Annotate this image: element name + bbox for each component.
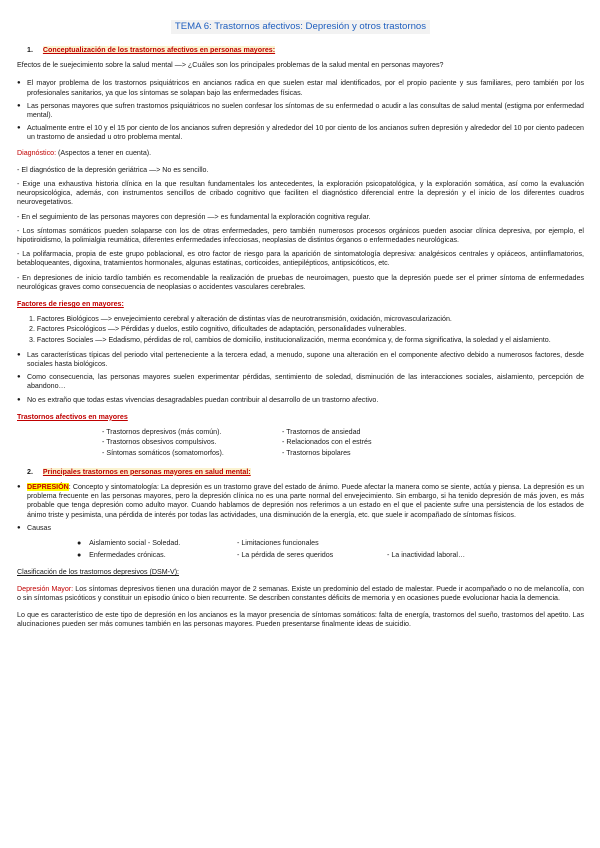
risk-factors-heading: Factores de riesgo en mayores: [17, 300, 124, 309]
major-depression-text: Los síntomas depresivos tienen una duración mayor de 2 semanas. Existe un predominio del estado de malestar. Puede ir acompañado o no de melancolía, con o sin síntomas psicóticos y constituir un episodio único o bien recurrente. Se describen constantes déficits de memoria y en ocasiones puede evolucionar hacia la demencia. [17, 584, 584, 602]
cause-text: Aislamiento social - Soledad. [89, 538, 181, 547]
bullet-item: ● El mayor problema de los trastornos psiquiátricos en ancianos radica en que suelen estar mal identificados, por el propio paciente y sus familiares, pero también por los profesionales sanitarios, ya que los síntomas se solapan bajo las enfermedades físicas. [17, 79, 584, 97]
section-1-title: Conceptualización de los trastornos afectivos en personas mayores: [42, 46, 276, 54]
risk-factors-list [29, 315, 584, 345]
intro-question: Efectos de le suejecimiento sobre la salud mental —> ¿Cuáles son los principales problemas de la salud mental en personas mayores? [17, 61, 444, 70]
cause-item: - La inactividad laboral… [387, 551, 466, 560]
affective-disorders-grid [102, 428, 584, 458]
section-1-number: 1. [27, 46, 33, 54]
risk-factor-item: 3. Factores Sociales —> Edadismo, pérdidas de rol, cambios de domicilio, institucionalización, merma económica y, de forma significativa, la soledad y el aislamiento. [29, 335, 551, 344]
major-depression-label: Depresión Mayor: [17, 584, 74, 593]
disorder-item: - Síntomas somáticos (somatomorfos). [102, 448, 224, 457]
disorder-item: - Trastornos de ansiedad [282, 428, 361, 437]
section-2-number: 2. [27, 467, 33, 476]
diagnosis-heading [17, 149, 584, 158]
diagnosis-item: - Los síntomas somáticos pueden solaparse con los de otras enfermedades, pero también numerosos procesos orgánicos pueden asociar clínica depresiva, por ejemplo, el hipotiroidismo, la polimialgia reumática, diferentes enfermedades infecciosas, neoplasias de distintos órganos o enfermedades neurológicas. [17, 226, 584, 245]
disorder-item: - Trastornos obsesivos compulsivos. [102, 438, 217, 447]
bullets-2 [17, 351, 584, 405]
affective-disorders-heading: Trastornos afectivos en mayores [17, 412, 128, 421]
causes-label: ● Causas [17, 524, 584, 533]
section-2-title: Principales trastornos en personas mayores en salud mental: [42, 467, 251, 476]
major-depression-paragraph [17, 585, 584, 603]
diagnosis-label: Diagnóstico: [17, 148, 57, 157]
classification-heading: Clasificación de los trastornos depresivos (DSM-V): [17, 568, 180, 577]
disorder-item: - Trastornos depresivos (más común). [102, 428, 222, 437]
cause-item [387, 539, 537, 548]
disorder-item: - Relacionados con el estrés [282, 438, 372, 447]
disorder-item: - Trastornos bipolares [282, 448, 351, 457]
cause-item: - Limitaciones funcionales [237, 538, 319, 547]
diagnosis-item: - En depresiones de inicio tardío también es recomendable la realización de pruebas de neuroimagen, puesto que la depresión puede ser el primer síntoma de enfermedades neurológicas graves como consecuencia de neoplasias o accidentes vasculares cerebrales. [17, 273, 584, 291]
bullet-item: ● No es extraño que todas estas vivencias desagradables puedan contribuir al desarrollo de un trastorno afectivo. [17, 396, 584, 405]
diagnosis-item: - La polifarmacia, propia de este grupo poblacional, es otro factor de riesgo para la aparición de sintomatología depresiva: analgésicos centrales y opiáceos, antiinflamatorios, betabloqueantes, digoxina, tratamientos hormonales, algunas estatinas, corticoides, antiepilépticos, antipsicóticos, etc. [17, 250, 584, 268]
section-2-heading [27, 468, 584, 477]
depression-block [17, 483, 584, 533]
diagnosis-item: - En el seguimiento de las personas mayores con depresión —> es fundamental la exploración cognitiva regular. [17, 212, 371, 221]
page-title: TEMA 6: Trastornos afectivos: Depresión y otros trastornos [171, 20, 430, 34]
cause-text: Enfermedades crónicas. [89, 551, 166, 560]
risk-factor-item: 1. Factores Biológicos —> envejecimiento cerebral y alteración de distintas vías de neurotransmisión, oxidación, microvascularización. [29, 315, 452, 324]
bullets-1 [17, 79, 584, 142]
diagnosis-list [17, 166, 584, 292]
bullet-item: ● Como consecuencia, las personas mayores suelen experimentar pérdidas, sentimiento de soledad, disminución de las interacciones sociales, aislamiento, percepción de abandono… [17, 373, 584, 391]
causes-grid [77, 539, 584, 560]
section-1-heading [27, 46, 584, 55]
risk-factor-item: 2. Factores Psicológicos —> Pérdidas y duelos, estilo cognitivo, dificultades de adaptación, personalidades vulnerables. [29, 325, 407, 334]
title-wrap [17, 20, 584, 34]
diagnosis-note: (Aspectos a tener en cuenta). [58, 148, 152, 157]
depression-paragraph [17, 483, 584, 520]
cause-item: ● Aislamiento social - Soledad. [77, 538, 181, 547]
cause-item: ● Enfermedades crónicas. [77, 551, 166, 560]
bullet-item: ● Las personas mayores que sufren trastornos psiquiátricos no suelen confesar los síntomas de su enfermedad o acudir a las consultas de salud mental (estigma por enfermedad mental). [17, 102, 584, 120]
diagnosis-item: - Exige una exhaustiva historia clínica en la que resultan fundamentales los antecedentes, la exploración psicopatológica, y la exploración somática, así como la evaluación neuropsicológica, además, con instrumentos sencillos de cribado cognitivo que faciliten el diagnóstico diferencial entre la depresión y el inicio de los diferentes cuadros neurovegetativos. [17, 180, 584, 207]
depression-label: DEPRESIÓN [27, 482, 69, 491]
cause-item: - La pérdida de seres queridos [237, 551, 334, 560]
diagnosis-item: - El diagnóstico de la depresión geriátrica —> No es sencillo. [17, 165, 209, 174]
final-paragraph: Lo que es característico de este tipo de depresión en los ancianos es la mayor presencia de síntomas somáticos: falta de energía, trastornos del sueño, trastornos del apetito. Las alucinaciones pueden ser más comunes también en las personas mayores. Pueden presentarse finalmente ideas de suicidio. [17, 610, 584, 629]
bullet-item: ● Actualmente entre el 10 y el 15 por ciento de los ancianos sufren depresión y alrededor del 10 por ciento de los ancianos sufren depresión y alrededor del 10 por ciento padecen un trastorno de ansiedad u otro problema mental. [17, 124, 584, 142]
bullet-item: ● Las características típicas del periodo vital perteneciente a la tercera edad, a menudo, supone una alteración en el componente afectivo debido a numerosos factores, desde sociales hasta biológicos. [17, 351, 584, 369]
depression-text: : Concepto y sintomatología: La depresión es un trastorno grave del estado de ánimo. Puede afectar la manera como se siente, actúa y piensa. La depresión es un problema frecuente en las personas mayores, pero la depresión clínica no es una parte normal del envejecimiento. Sin embargo, si ha tenido depresión de más joven, es más probable que tenga depresión como adulto mayor. Cuando hablamos de depresión nos referimos a un estado en el que el paciente sufre una persistencia de los estados de ánimo triste y pesimista, una pérdida de interés por todas las actividades, una disminución de la energía, etc. que suele ir acompañado de síntomas físicos. [27, 482, 584, 519]
